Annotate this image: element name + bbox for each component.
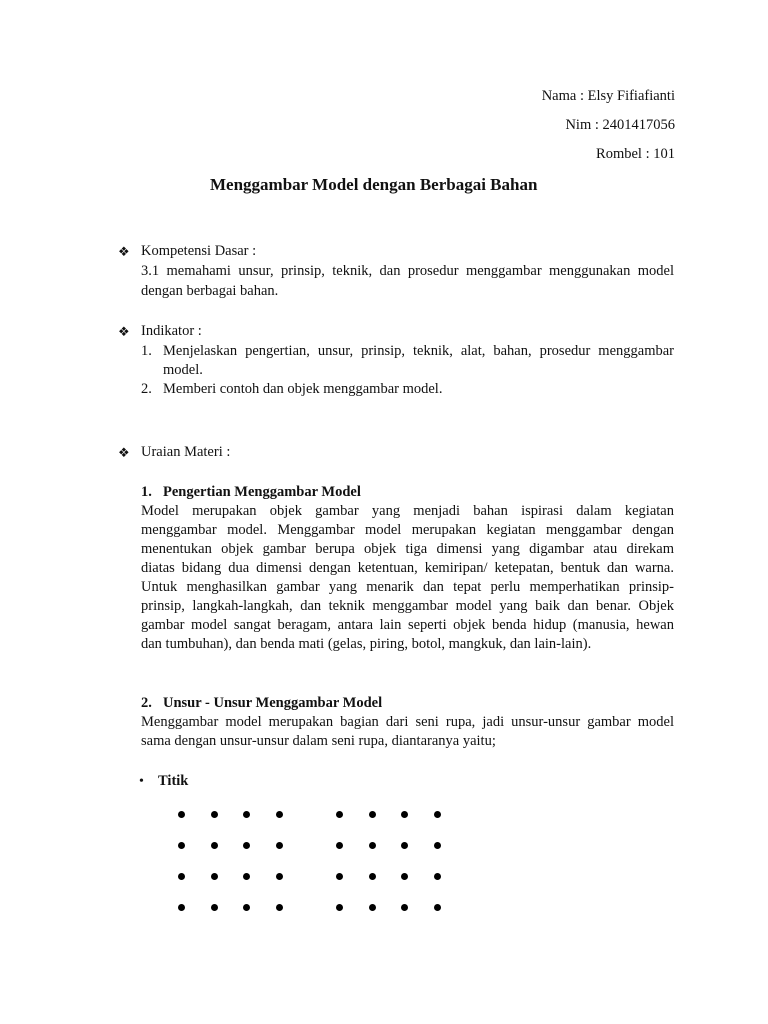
dot bbox=[178, 904, 185, 911]
dot bbox=[211, 904, 218, 911]
dot-grid bbox=[336, 811, 456, 921]
dot bbox=[336, 811, 343, 818]
paragraph-line: menggambar model. Menggambar model merupakan kegiatan menggambar dengan bbox=[141, 522, 674, 538]
dot bbox=[243, 873, 250, 880]
diamond-bullet-icon: ❖ bbox=[118, 324, 130, 339]
indikator-heading: Indikator : bbox=[141, 323, 202, 339]
dot bbox=[276, 873, 283, 880]
student-nim: Nim : 2401417056 bbox=[565, 117, 675, 133]
section1-number: 1. bbox=[141, 484, 152, 500]
dot bbox=[336, 873, 343, 880]
dot bbox=[336, 904, 343, 911]
indikator-item-text: Memberi contoh dan objek menggambar model. bbox=[163, 381, 443, 397]
section1-heading: Pengertian Menggambar Model bbox=[163, 484, 361, 500]
uraian-heading: Uraian Materi : bbox=[141, 444, 231, 460]
kompetensi-heading: Kompetensi Dasar : bbox=[141, 243, 257, 259]
section2-body bbox=[141, 713, 674, 751]
paragraph-line: menentukan objek gambar berupa objek tiga dimensi yang digambar atau direkam bbox=[141, 541, 674, 557]
titik-label: Titik bbox=[158, 773, 189, 789]
dot bbox=[243, 904, 250, 911]
dot bbox=[336, 842, 343, 849]
paragraph-line: Menggambar model merupakan bagian dari seni rupa, jadi unsur-unsur gambar model bbox=[141, 714, 674, 730]
paragraph-line: diatas bidang dua dimensi dengan ketentuan, kemiripan/ ketepatan, bentuk dan warna. bbox=[141, 560, 674, 576]
dot bbox=[434, 904, 441, 911]
dot bbox=[434, 842, 441, 849]
student-name: Nama : Elsy Fifiafianti bbox=[541, 88, 675, 104]
round-bullet-icon: • bbox=[139, 774, 144, 789]
dot bbox=[434, 873, 441, 880]
dot bbox=[401, 873, 408, 880]
page-title: Menggambar Model dengan Berbagai Bahan bbox=[210, 175, 538, 194]
dot bbox=[178, 873, 185, 880]
dot bbox=[276, 811, 283, 818]
student-rombel: Rombel : 101 bbox=[596, 146, 675, 162]
dot bbox=[369, 811, 376, 818]
section1-body bbox=[141, 502, 674, 654]
indikator-item-number: 2. bbox=[141, 381, 152, 397]
dot bbox=[369, 904, 376, 911]
dot bbox=[276, 904, 283, 911]
diamond-bullet-icon: ❖ bbox=[118, 244, 130, 259]
dot bbox=[178, 811, 185, 818]
paragraph-line: dan tumbuhan), dan benda mati (gelas, piring, botol, mangkuk, dan lain-lain). bbox=[141, 636, 592, 652]
indikator-item-text: Menjelaskan pengertian, unsur, prinsip, teknik, alat, bahan, prosedur menggambar bbox=[163, 343, 674, 359]
kompetensi-text-line1: 3.1 memahami unsur, prinsip, teknik, dan prosedur menggambar menggunakan model bbox=[141, 263, 674, 279]
paragraph-line: Untuk menghasilkan gambar yang menarik dan tepat perlu memperhatikan prinsip- bbox=[141, 579, 674, 595]
dot bbox=[211, 873, 218, 880]
paragraph-line: Model merupakan objek gambar yang menjadi bahan ispirasi dalam kegiatan bbox=[141, 503, 674, 519]
paragraph-line: sama dengan unsur-unsur dalam seni rupa, diantaranya yaitu; bbox=[141, 733, 496, 749]
dot bbox=[369, 842, 376, 849]
paragraph-line: prinsip, langkah-langkah, dan teknik menggambar model yang baik dan benar. Objek bbox=[141, 598, 674, 614]
dot-grid bbox=[178, 811, 298, 921]
indikator-item-number: 1. bbox=[141, 343, 152, 359]
dot bbox=[243, 811, 250, 818]
dot bbox=[401, 842, 408, 849]
dot bbox=[434, 811, 441, 818]
diamond-bullet-icon: ❖ bbox=[118, 445, 130, 460]
dot bbox=[211, 811, 218, 818]
paragraph-line: gambar model sangat beragam, antara lain seperti objek benda hidup (manusia, hewan bbox=[141, 617, 674, 633]
dot bbox=[369, 873, 376, 880]
dot bbox=[178, 842, 185, 849]
indikator-item-text-cont: model. bbox=[163, 362, 203, 378]
dot bbox=[276, 842, 283, 849]
dot bbox=[211, 842, 218, 849]
dot bbox=[401, 811, 408, 818]
section2-heading: Unsur - Unsur Menggambar Model bbox=[163, 695, 383, 711]
kompetensi-text-line2: dengan berbagai bahan. bbox=[141, 283, 279, 299]
section2-number: 2. bbox=[141, 695, 152, 711]
dot bbox=[243, 842, 250, 849]
dot bbox=[401, 904, 408, 911]
